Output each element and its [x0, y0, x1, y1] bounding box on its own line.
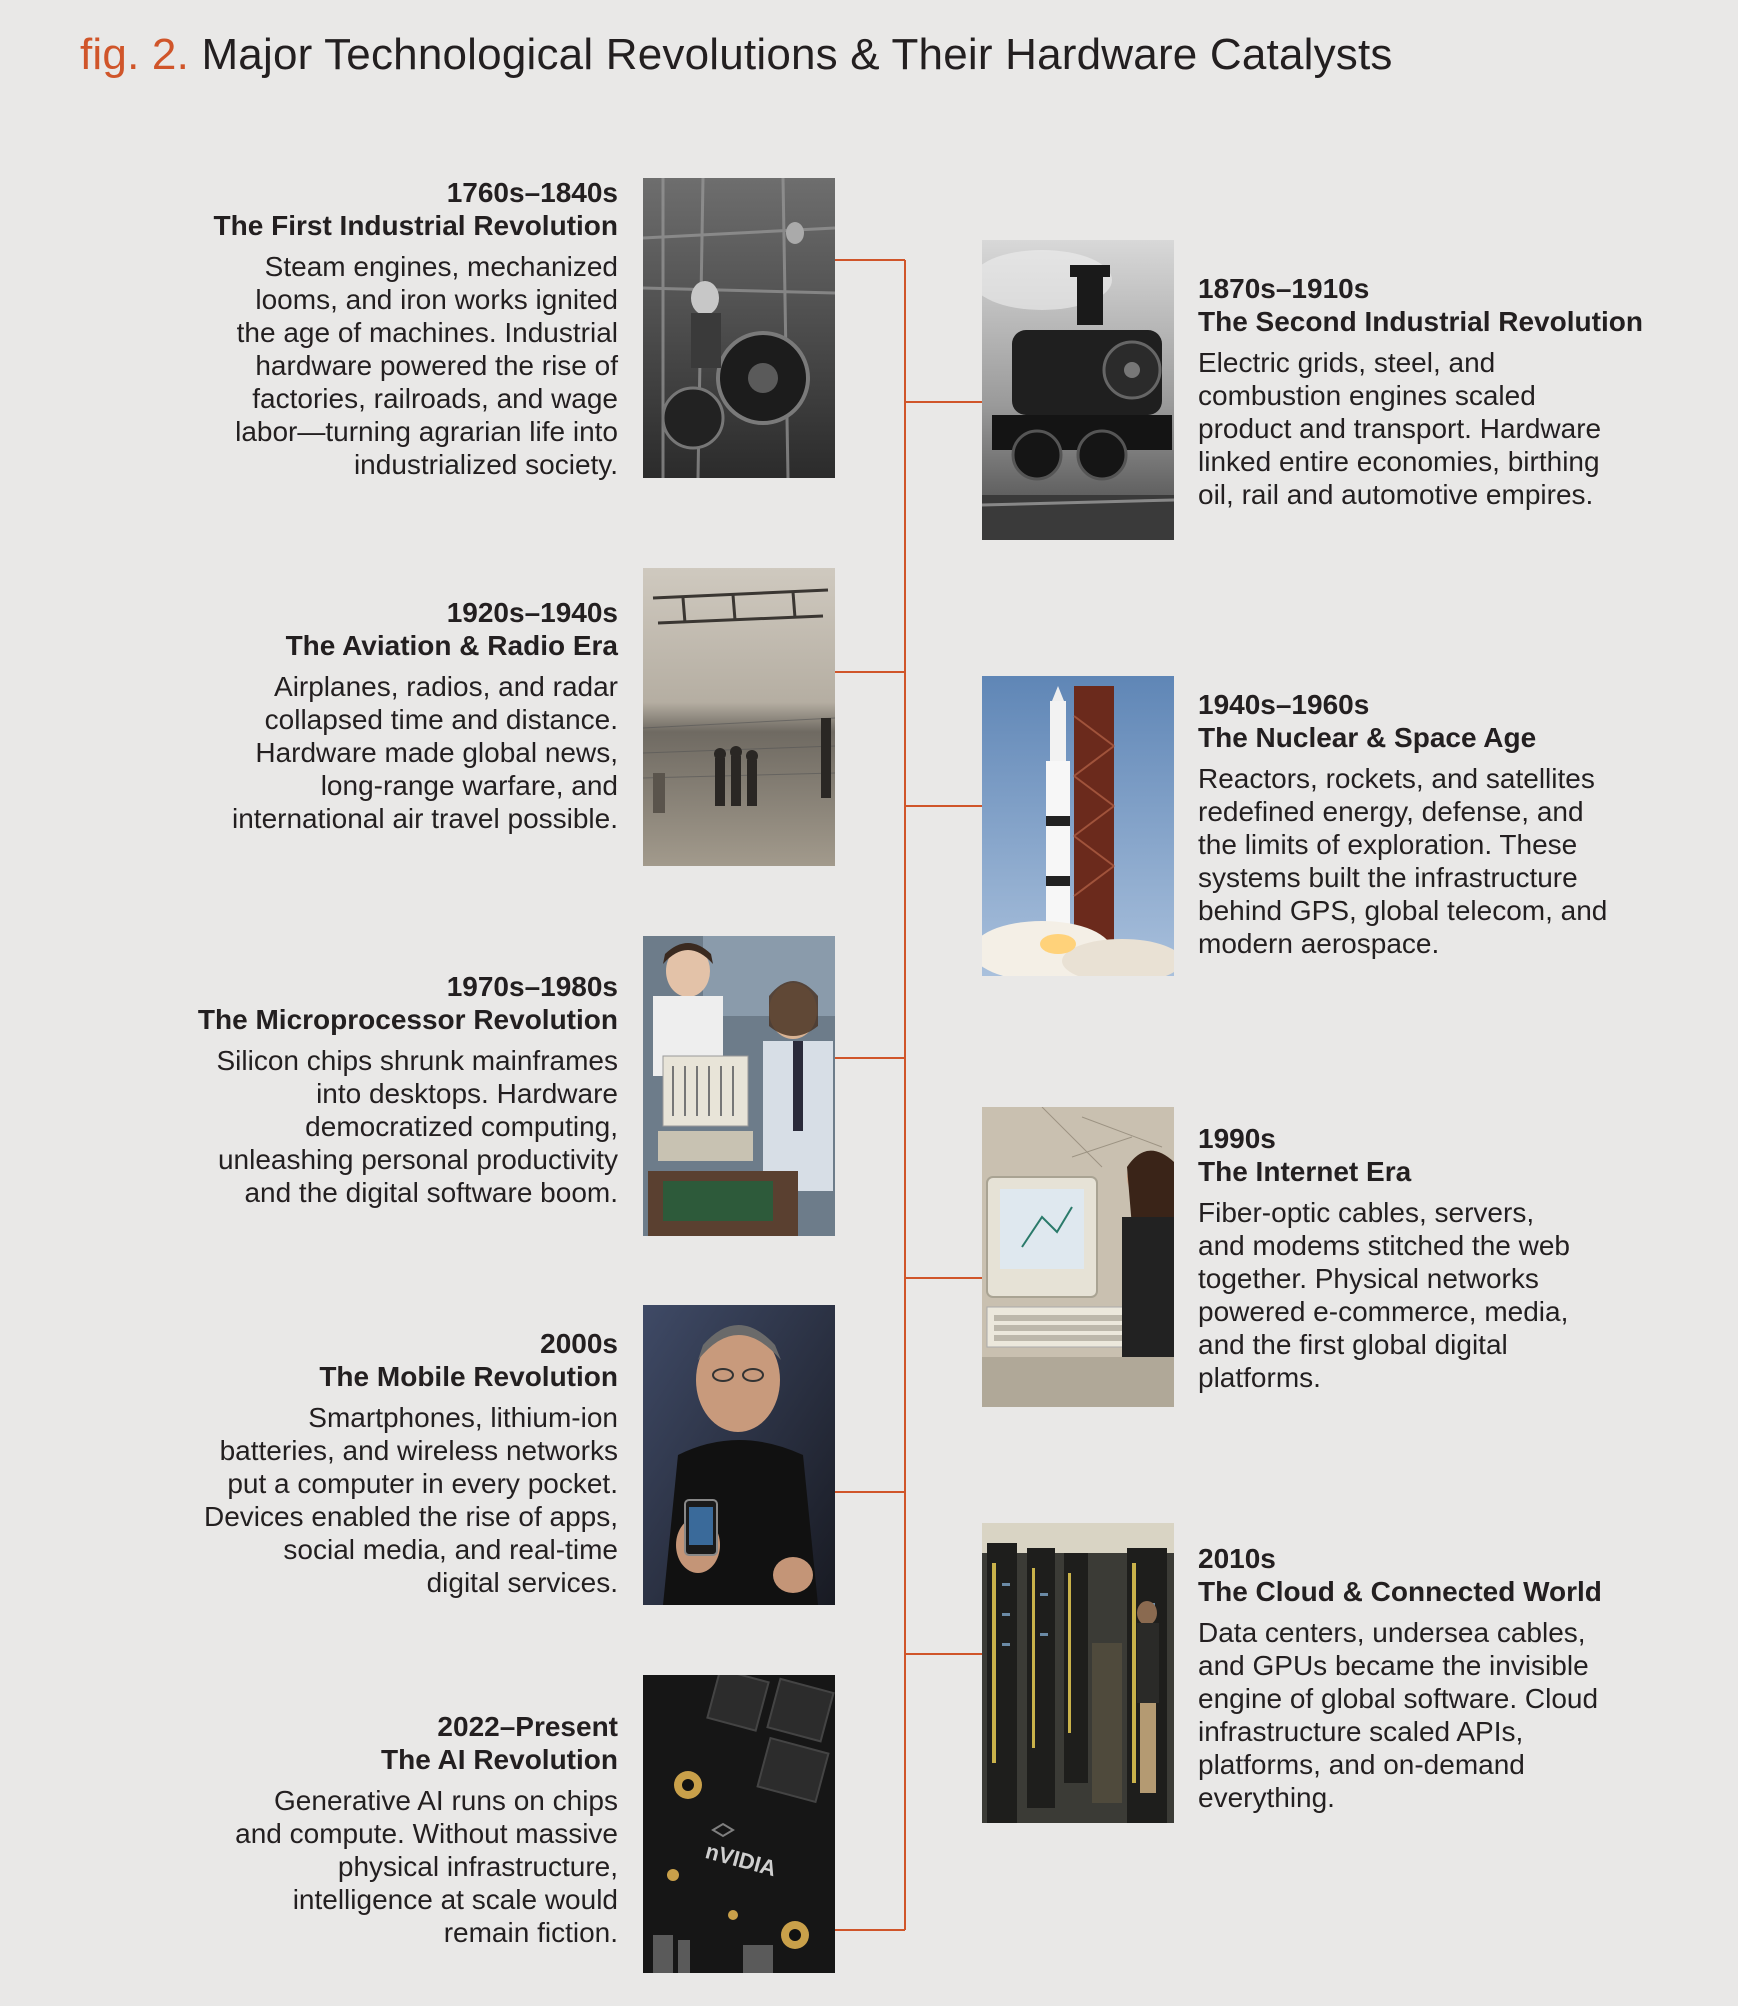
- description-line: physical infrastructure,: [337, 1851, 618, 1882]
- description-line: modern aerospace.: [1198, 928, 1440, 959]
- description-line: unleashing personal productivity: [217, 1144, 618, 1175]
- entry-second-industrial: [1198, 272, 1643, 511]
- entry-era: 2022–Present: [437, 1711, 618, 1742]
- description-line: infrastructure scaled APIs,: [1198, 1716, 1524, 1747]
- description-line: the age of machines. Industrial: [236, 317, 618, 348]
- description-line: the limits of exploration. These: [1198, 829, 1578, 860]
- rocket-launch-photo: [982, 676, 1174, 976]
- entry-title: The Aviation & Radio Era: [285, 630, 618, 661]
- entry-era: 2010s: [1198, 1543, 1276, 1574]
- description-line: international air travel possible.: [232, 803, 618, 834]
- figure-number: fig. 2.: [80, 30, 190, 79]
- description-line: linked entire economies, birthing: [1198, 446, 1600, 477]
- description-line: platforms, and on-demand: [1198, 1749, 1525, 1780]
- description-line: factories, railroads, and wage: [252, 383, 618, 414]
- description-line: labor—turning agrarian life into: [235, 416, 618, 447]
- description-line: behind GPS, global telecom, and: [1198, 895, 1608, 926]
- entry-era: 1940s–1960s: [1198, 689, 1370, 720]
- factory-machinery-photo: [643, 178, 835, 478]
- description-line: collapsed time and distance.: [264, 704, 618, 735]
- description-line: redefined energy, defense, and: [1198, 796, 1584, 827]
- description-line: industrialized society.: [353, 449, 618, 480]
- smartphone-presenter-photo: [643, 1305, 835, 1605]
- description-line: product and transport. Hardware: [1198, 413, 1602, 444]
- entry-era: 1970s–1980s: [446, 971, 618, 1002]
- entry-description: [1198, 1616, 1602, 1814]
- description-line: put a computer in every pocket.: [227, 1468, 618, 1499]
- description-line: and the first global digital: [1198, 1329, 1508, 1360]
- entry-description: [232, 670, 618, 835]
- description-line: engine of global software. Cloud: [1198, 1683, 1599, 1714]
- description-line: combustion engines scaled: [1198, 380, 1536, 411]
- description-line: Reactors, rockets, and satellites: [1198, 763, 1595, 794]
- entry-nuclear-space: [1198, 688, 1607, 960]
- entry-ai-revolution: [235, 1710, 618, 1949]
- entry-first-industrial: [214, 176, 618, 481]
- description-line: Fiber-optic cables, servers,: [1198, 1197, 1535, 1228]
- entry-description: [1198, 346, 1643, 511]
- entry-description: [1198, 762, 1607, 960]
- entry-aviation-radio: [232, 596, 618, 835]
- description-line: batteries, and wireless networks: [219, 1435, 618, 1466]
- description-line: long-range warfare, and: [320, 770, 618, 801]
- description-line: Airplanes, radios, and radar: [274, 671, 618, 702]
- description-line: Devices enabled the rise of apps,: [203, 1501, 618, 1532]
- gpu-chip-photo: [643, 1675, 835, 1973]
- entry-internet-era: [1198, 1122, 1570, 1394]
- entry-description: [198, 1044, 618, 1209]
- description-line: Silicon chips shrunk mainframes: [216, 1045, 618, 1076]
- description-line: Steam engines, mechanized: [264, 251, 618, 282]
- entry-mobile-revolution: [204, 1327, 618, 1599]
- description-line: hardware powered the rise of: [255, 350, 618, 381]
- entry-description: [204, 1401, 618, 1599]
- entry-title: The Microprocessor Revolution: [197, 1004, 618, 1035]
- entry-title: The First Industrial Revolution: [213, 210, 618, 241]
- entry-title: The Nuclear & Space Age: [1198, 722, 1537, 753]
- early-airplane-photo: [643, 568, 835, 866]
- entry-description: [235, 1784, 618, 1949]
- description-line: powered e-commerce, media,: [1198, 1296, 1569, 1327]
- description-line: democratized computing,: [305, 1111, 618, 1142]
- entry-era: 1920s–1940s: [446, 597, 618, 628]
- entry-title: The AI Revolution: [381, 1744, 618, 1775]
- chip-brand-text: nVIDIA: [702, 1838, 780, 1882]
- entry-title: The Internet Era: [1198, 1156, 1412, 1187]
- entry-era: 1870s–1910s: [1198, 273, 1370, 304]
- description-line: digital services.: [426, 1567, 618, 1598]
- description-line: and the digital software boom.: [244, 1177, 618, 1208]
- description-line: oil, rail and automotive empires.: [1198, 479, 1594, 510]
- entry-title: The Cloud & Connected World: [1198, 1576, 1602, 1607]
- entry-description: [214, 250, 618, 481]
- description-line: intelligence at scale would: [292, 1884, 618, 1915]
- description-line: Smartphones, lithium-ion: [308, 1402, 618, 1433]
- early-computer-photo: [643, 936, 835, 1236]
- description-line: Electric grids, steel, and: [1198, 347, 1496, 378]
- description-line: remain fiction.: [443, 1917, 618, 1948]
- description-line: Hardware made global news,: [255, 737, 618, 768]
- description-line: Generative AI runs on chips: [274, 1785, 618, 1816]
- entry-title: The Second Industrial Revolution: [1198, 306, 1643, 337]
- description-line: and compute. Without massive: [235, 1818, 618, 1849]
- description-line: platforms.: [1198, 1362, 1321, 1393]
- entry-era: 1990s: [1198, 1123, 1276, 1154]
- entry-description: [1198, 1196, 1570, 1394]
- data-center-photo: [982, 1523, 1174, 1823]
- description-line: systems built the infrastructure: [1198, 862, 1578, 893]
- description-line: looms, and iron works ignited: [255, 284, 618, 315]
- entry-microprocessor: [198, 970, 618, 1209]
- entry-era: 1760s–1840s: [446, 177, 618, 208]
- description-line: together. Physical networks: [1198, 1263, 1539, 1294]
- desktop-computer-photo: [982, 1107, 1174, 1407]
- entry-era: 2000s: [540, 1328, 618, 1359]
- steam-locomotive-photo: [982, 240, 1174, 540]
- entry-title: The Mobile Revolution: [319, 1361, 618, 1392]
- description-line: social media, and real-time: [283, 1534, 618, 1565]
- description-line: and GPUs became the invisible: [1198, 1650, 1589, 1681]
- description-line: and modems stitched the web: [1198, 1230, 1570, 1261]
- description-line: Data centers, undersea cables,: [1198, 1617, 1586, 1648]
- figure-heading: Major Technological Revolutions & Their Hardware Catalysts: [201, 30, 1393, 79]
- description-line: everything.: [1198, 1782, 1335, 1813]
- description-line: into desktops. Hardware: [316, 1078, 618, 1109]
- entry-cloud-connected: [1198, 1542, 1602, 1814]
